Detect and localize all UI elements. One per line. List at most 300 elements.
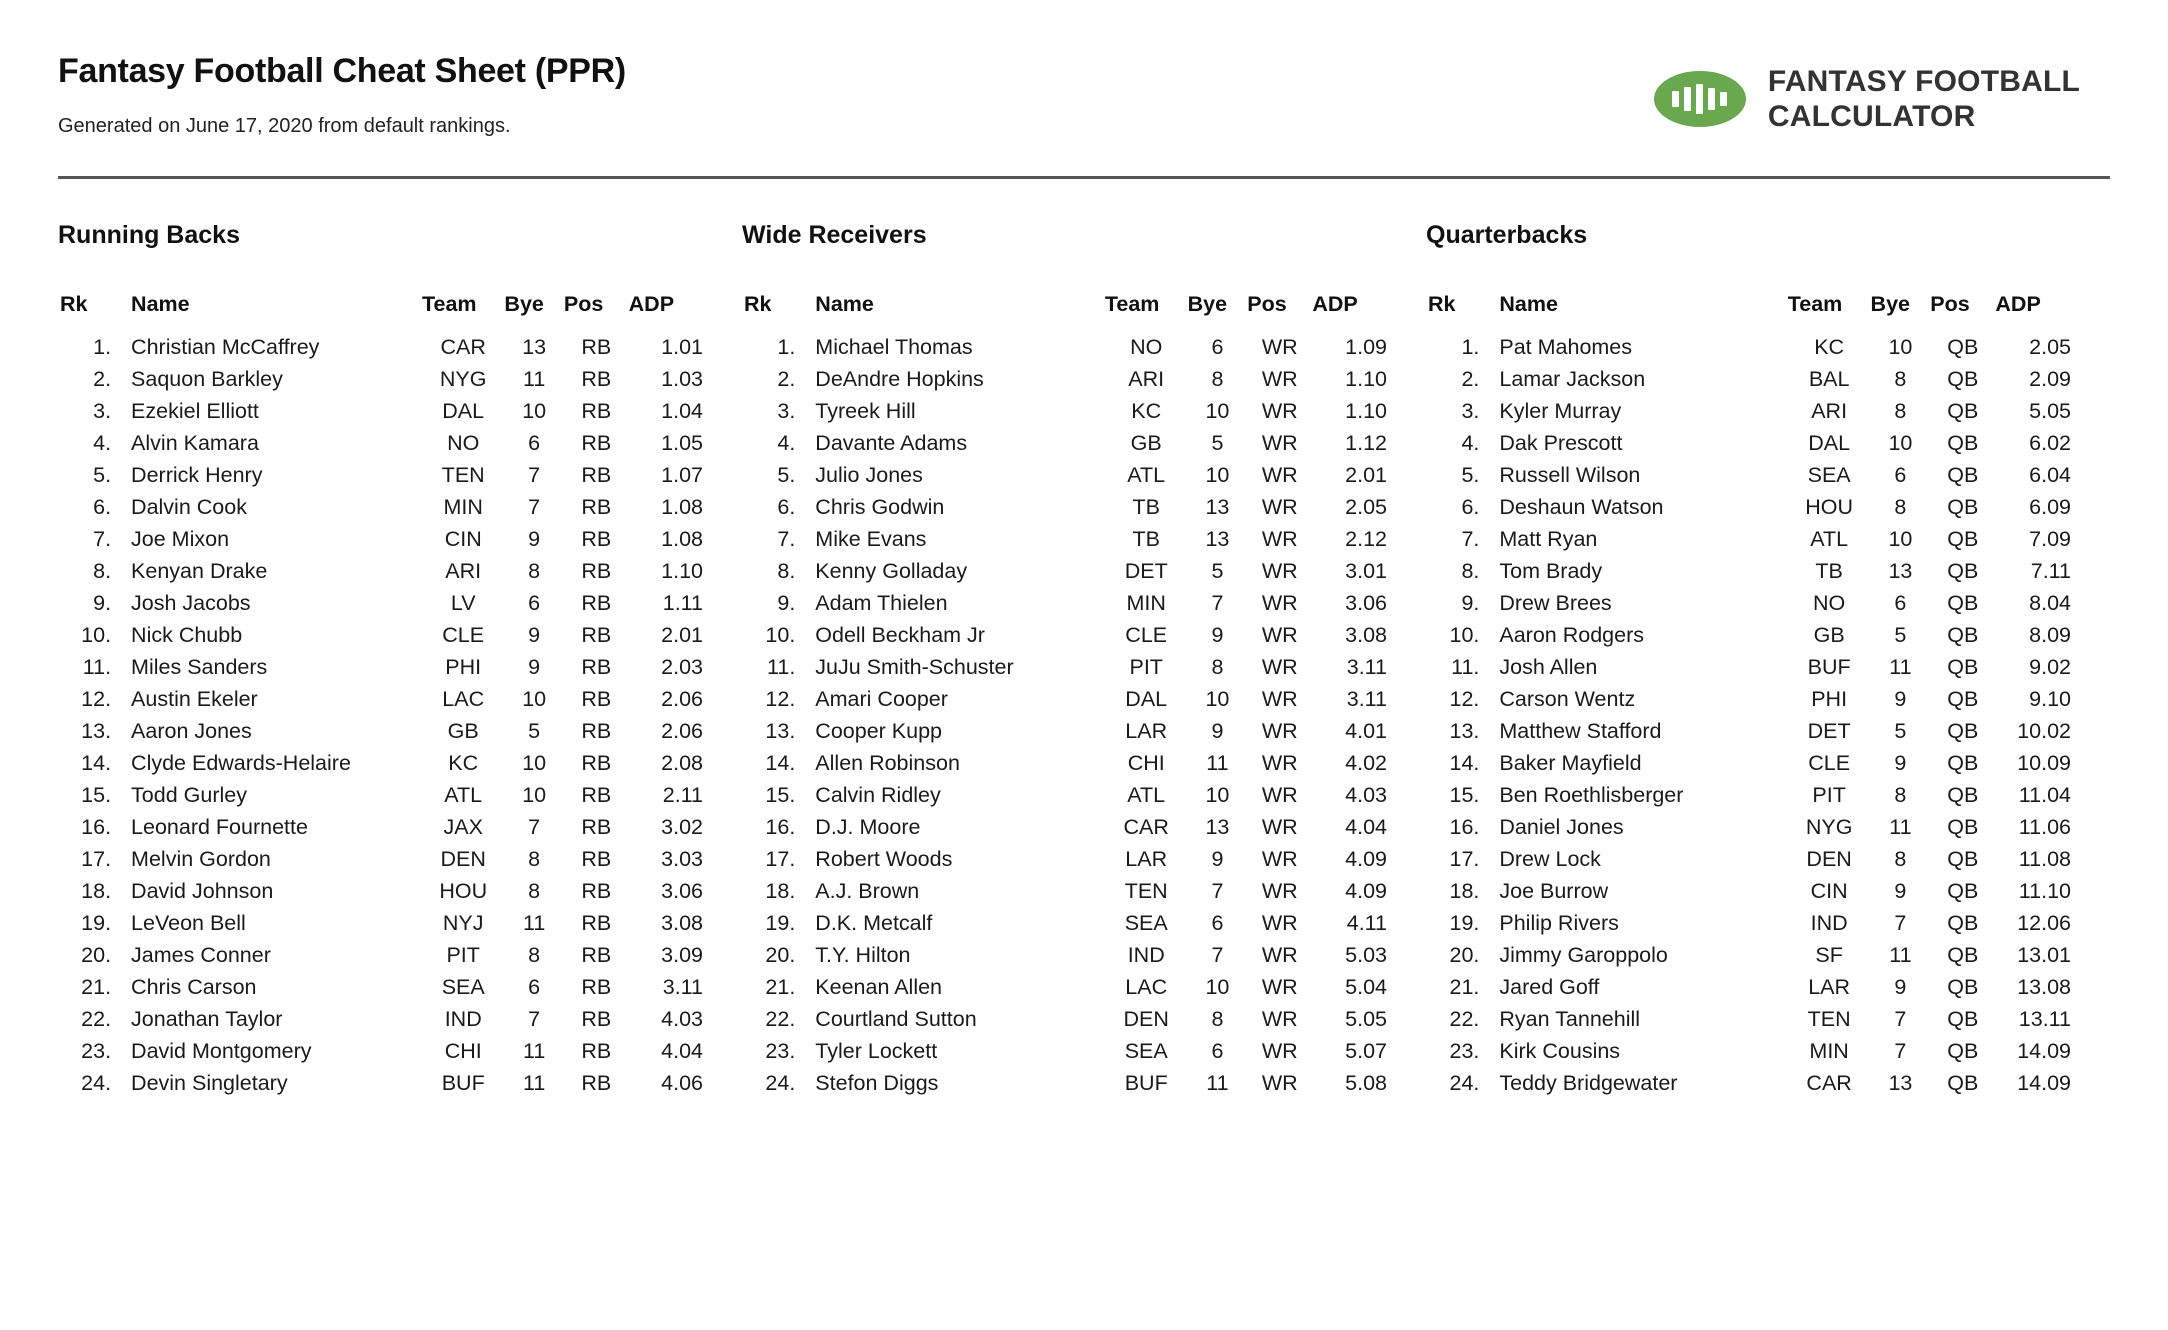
table-row [1426, 619, 2071, 651]
cell-adp: 12.06 [2017, 910, 2071, 935]
cell-rk: 12. [765, 686, 796, 711]
cell-team: LAR [1125, 846, 1168, 871]
cell-adp: 3.11 [662, 974, 703, 999]
cell-pos: RB [581, 910, 612, 935]
table-row [1426, 363, 2071, 395]
cell-bye: 13 [522, 334, 547, 359]
cell-team: JAX [443, 814, 483, 839]
cell-name: LeVeon Bell [131, 910, 246, 935]
cell-pos: WR [1261, 398, 1298, 423]
cell-bye: 9 [1894, 878, 1907, 903]
cell-pos: QB [1947, 558, 1979, 583]
cell-rk: 23. [765, 1038, 796, 1063]
cell-pos: WR [1261, 654, 1298, 679]
cell-rk: 7. [777, 526, 796, 551]
cell-bye: 10 [1888, 430, 1913, 455]
table-row [1426, 331, 2071, 363]
table-row [742, 459, 1387, 491]
cell-rk: 6. [777, 494, 796, 519]
table-row [58, 555, 703, 587]
cell-name: Stefon Diggs [815, 1070, 939, 1095]
table-row [1426, 1003, 2071, 1035]
cell-name: Odell Beckham Jr [815, 622, 985, 647]
cell-pos: RB [581, 750, 612, 775]
column-title-wide-receivers: Wide Receivers [742, 221, 927, 249]
table-row [58, 715, 703, 747]
cell-bye: 10 [1205, 782, 1230, 807]
cell-adp: 11.10 [2018, 878, 2071, 903]
cell-rk: 23. [1449, 1038, 1480, 1063]
cell-pos: QB [1947, 494, 1979, 519]
cell-pos: RB [581, 462, 612, 487]
cell-name: Matthew Stafford [1499, 718, 1662, 743]
cell-team: NO [1130, 334, 1163, 359]
cell-rk: 6. [1461, 494, 1480, 519]
cell-name: Drew Brees [1499, 590, 1612, 615]
cell-adp: 5.07 [1345, 1038, 1387, 1063]
cell-rk: 17. [1449, 846, 1480, 871]
cell-rk: 18. [81, 878, 112, 903]
cell-bye: 7 [528, 494, 541, 519]
table-row [742, 491, 1387, 523]
cell-team: PIT [1129, 654, 1163, 679]
cell-pos: QB [1947, 430, 1979, 455]
cell-bye: 9 [1894, 750, 1907, 775]
cell-name: Kirk Cousins [1499, 1038, 1621, 1063]
cell-adp: 3.06 [661, 878, 703, 903]
cell-rk: 21. [765, 974, 796, 999]
cell-pos: WR [1261, 846, 1298, 871]
cell-pos: RB [581, 814, 612, 839]
cell-adp: 1.10 [661, 558, 703, 583]
cell-bye: 11 [1889, 654, 1912, 679]
table-row [58, 523, 703, 555]
cell-adp: 2.06 [661, 686, 703, 711]
table-row [1426, 395, 2071, 427]
table-row [742, 779, 1387, 811]
cell-adp: 1.07 [661, 462, 703, 487]
table-row [1426, 523, 2071, 555]
cell-pos: WR [1261, 814, 1298, 839]
cell-bye: 11 [1206, 750, 1229, 775]
cell-adp: 5.08 [1345, 1070, 1387, 1095]
cell-adp: 13.11 [2018, 1006, 2071, 1031]
cell-pos: WR [1261, 974, 1298, 999]
table-row [1426, 779, 2071, 811]
table-row [58, 875, 703, 907]
cell-adp: 2.06 [661, 718, 703, 743]
cell-rk: 8. [777, 558, 796, 583]
table-row [58, 491, 703, 523]
cell-rk: 16. [765, 814, 796, 839]
table-row [58, 939, 703, 971]
cell-name: David Montgomery [131, 1038, 312, 1063]
cell-rk: 5. [1461, 462, 1480, 487]
cell-team: LAC [442, 686, 485, 711]
cell-pos: QB [1947, 398, 1979, 423]
cell-bye: 10 [1205, 686, 1230, 711]
cell-pos: QB [1947, 942, 1979, 967]
cell-bye: 13 [1888, 1070, 1913, 1095]
cell-team: LAR [1808, 974, 1851, 999]
cell-pos: RB [581, 782, 612, 807]
cell-bye: 11 [1889, 942, 1912, 967]
cell-team: ARI [1811, 398, 1848, 423]
cell-adp: 1.11 [662, 590, 703, 615]
cell-name: D.J. Moore [815, 814, 921, 839]
header-name: Name [1499, 292, 1558, 316]
table-row [742, 427, 1387, 459]
cell-adp: 4.04 [661, 1038, 703, 1063]
cell-team: NYG [439, 366, 487, 391]
table-row [58, 971, 703, 1003]
cell-adp: 4.02 [1345, 750, 1387, 775]
cell-team: NO [447, 430, 480, 455]
cell-adp: 6.02 [2029, 430, 2071, 455]
cell-rk: 3. [1461, 398, 1480, 423]
cell-rk: 4. [777, 430, 796, 455]
table-row [58, 1067, 703, 1099]
cell-bye: 6 [1894, 590, 1907, 615]
cell-rk: 13. [81, 718, 112, 743]
cell-name: Chris Godwin [815, 494, 945, 519]
cell-team: IND [1127, 942, 1165, 967]
table-body-wide-receivers [742, 331, 1387, 1099]
cell-name: Joe Burrow [1499, 878, 1609, 903]
cell-adp: 11.04 [2018, 782, 2071, 807]
header-team: Team [421, 292, 477, 316]
cell-rk: 7. [93, 526, 112, 551]
cell-rk: 9. [1461, 590, 1480, 615]
cell-name: Carson Wentz [1499, 686, 1636, 711]
cell-adp: 8.04 [2029, 590, 2071, 615]
page-header [58, 46, 2110, 138]
cell-team: LAC [1125, 974, 1168, 999]
cell-adp: 4.11 [1346, 910, 1387, 935]
cell-bye: 9 [1894, 686, 1907, 711]
cell-pos: RB [581, 430, 612, 455]
header-team: Team [1787, 292, 1843, 316]
cell-name: Adam Thielen [815, 590, 948, 615]
cell-name: Robert Woods [815, 846, 953, 871]
cell-rk: 15. [765, 782, 796, 807]
cell-pos: QB [1947, 878, 1979, 903]
cell-rk: 3. [777, 398, 796, 423]
cell-bye: 11 [522, 1070, 546, 1095]
cell-rk: 24. [81, 1070, 112, 1095]
cell-pos: WR [1261, 622, 1298, 647]
cell-adp: 9.02 [2029, 654, 2071, 679]
cell-rk: 15. [1449, 782, 1480, 807]
cell-adp: 2.01 [1345, 462, 1387, 487]
cell-team: DET [1807, 718, 1851, 743]
cell-rk: 2. [1461, 366, 1480, 391]
cell-name: Kenny Golladay [815, 558, 968, 583]
cell-name: Keenan Allen [815, 974, 943, 999]
cell-name: Josh Allen [1499, 654, 1598, 679]
cell-pos: RB [581, 686, 612, 711]
table-row [742, 843, 1387, 875]
cell-rk: 1. [777, 334, 796, 359]
cell-rk: 1. [93, 334, 112, 359]
table-row [742, 363, 1387, 395]
cell-bye: 8 [528, 846, 541, 871]
cell-bye: 7 [1894, 1038, 1907, 1063]
cell-adp: 1.08 [661, 494, 703, 519]
cell-pos: RB [581, 718, 612, 743]
cell-rk: 4. [1461, 430, 1480, 455]
column-title-quarterbacks: Quarterbacks [1426, 221, 1588, 249]
cell-bye: 10 [1205, 398, 1230, 423]
cell-team: CIN [444, 526, 482, 551]
cell-pos: RB [581, 942, 612, 967]
cell-team: CAR [440, 334, 486, 359]
cell-name: Alvin Kamara [131, 430, 259, 455]
brand-logo [1654, 46, 2110, 135]
cell-name: Clyde Edwards-Helaire [131, 750, 351, 775]
cell-adp: 9.10 [2029, 686, 2071, 711]
cell-pos: WR [1261, 366, 1298, 391]
cell-team: ARI [445, 558, 482, 583]
table-row [1426, 587, 2071, 619]
cell-team: LAR [1125, 718, 1168, 743]
rankings-table-running-backs [58, 292, 703, 1099]
cell-adp: 4.03 [661, 1006, 703, 1031]
column-title-running-backs: Running Backs [58, 221, 240, 249]
cell-adp: 6.04 [2029, 462, 2071, 487]
cell-adp: 1.05 [661, 430, 703, 455]
table-row [742, 1035, 1387, 1067]
cell-team: HOU [1805, 494, 1854, 519]
table-row [742, 523, 1387, 555]
table-row [58, 619, 703, 651]
cell-team: TB [1132, 526, 1160, 551]
cell-bye: 5 [1211, 558, 1224, 583]
cell-adp: 1.08 [661, 526, 703, 551]
cell-adp: 8.09 [2029, 622, 2071, 647]
cell-team: TB [1132, 494, 1160, 519]
cell-name: Daniel Jones [1499, 814, 1624, 839]
table-row [742, 395, 1387, 427]
cell-adp: 1.01 [661, 334, 703, 359]
table-row [742, 907, 1387, 939]
cell-rk: 20. [765, 942, 796, 967]
table-row [1426, 843, 2071, 875]
cell-team: TEN [441, 462, 485, 487]
table-row [58, 811, 703, 843]
cell-rk: 1. [1461, 334, 1480, 359]
table-row [1426, 907, 2071, 939]
cell-adp: 1.12 [1345, 430, 1387, 455]
cell-rk: 24. [1449, 1070, 1480, 1095]
cell-adp: 5.04 [1345, 974, 1387, 999]
cell-name: Tom Brady [1499, 558, 1603, 583]
cell-pos: QB [1947, 1006, 1979, 1031]
cell-rk: 19. [81, 910, 112, 935]
table-row [58, 1003, 703, 1035]
header-rk: Rk [744, 292, 772, 316]
cell-team: GB [447, 718, 479, 743]
cell-rk: 10. [765, 622, 796, 647]
cell-team: TEN [1807, 1006, 1851, 1031]
cell-adp: 14.09 [2017, 1070, 2071, 1095]
header-text-block [58, 46, 626, 138]
cell-team: PHI [445, 654, 482, 679]
header-name: Name [131, 292, 190, 316]
cell-rk: 21. [1449, 974, 1480, 999]
cell-bye: 9 [528, 654, 541, 679]
table-row [742, 939, 1387, 971]
cell-adp: 2.05 [1345, 494, 1387, 519]
cell-pos: QB [1947, 622, 1979, 647]
cell-pos: QB [1947, 654, 1979, 679]
cell-adp: 2.12 [1345, 526, 1387, 551]
cell-team: BUF [1807, 654, 1851, 679]
cell-team: PIT [1812, 782, 1846, 807]
cell-pos: RB [581, 1006, 612, 1031]
cell-name: Derrick Henry [131, 462, 263, 487]
cell-pos: RB [581, 622, 612, 647]
cell-adp: 3.11 [1346, 654, 1387, 679]
cell-name: Josh Jacobs [131, 590, 251, 615]
cell-team: CLE [442, 622, 485, 647]
cell-name: Drew Lock [1499, 846, 1601, 871]
cell-bye: 7 [528, 1006, 541, 1031]
cell-rk: 7. [1461, 526, 1480, 551]
cell-name: Kyler Murray [1499, 398, 1622, 423]
cell-rk: 2. [777, 366, 796, 391]
cell-bye: 9 [1211, 622, 1224, 647]
cell-rk: 15. [81, 782, 112, 807]
cell-rk: 10. [1449, 622, 1480, 647]
cell-rk: 17. [765, 846, 796, 871]
table-row [58, 747, 703, 779]
cell-name: Aaron Jones [131, 718, 252, 743]
cell-bye: 11 [1889, 814, 1912, 839]
cell-team: MIN [1126, 590, 1166, 615]
cell-pos: QB [1947, 1070, 1979, 1095]
cell-pos: WR [1261, 590, 1298, 615]
cell-pos: QB [1947, 590, 1979, 615]
cell-pos: QB [1947, 782, 1979, 807]
cell-rk: 9. [777, 590, 796, 615]
cell-pos: WR [1261, 558, 1298, 583]
cell-rk: 11. [1451, 654, 1480, 679]
cell-name: DeAndre Hopkins [815, 366, 984, 391]
cell-name: Teddy Bridgewater [1499, 1070, 1678, 1095]
cell-pos: WR [1261, 526, 1298, 551]
brand-line-1: FANTASY FOOTBALL [1767, 65, 2080, 98]
cell-bye: 7 [1211, 878, 1224, 903]
cell-bye: 9 [1894, 974, 1907, 999]
cell-pos: RB [581, 398, 612, 423]
cell-pos: RB [581, 1070, 612, 1095]
table-row [1426, 459, 2071, 491]
cell-name: Dak Prescott [1499, 430, 1623, 455]
table-row [1426, 971, 2071, 1003]
cell-rk: 8. [93, 558, 112, 583]
cell-pos: QB [1947, 462, 1979, 487]
cell-name: Saquon Barkley [131, 366, 283, 391]
header-pos: Pos [1930, 292, 1970, 316]
cell-bye: 6 [1211, 1038, 1224, 1063]
cell-adp: 2.11 [662, 782, 703, 807]
cell-team: DEN [1123, 1006, 1169, 1031]
cell-name: T.Y. Hilton [815, 942, 911, 967]
cell-bye: 11 [522, 1038, 546, 1063]
table-row [1426, 1035, 2071, 1067]
cell-pos: WR [1261, 750, 1298, 775]
cell-name: Miles Sanders [131, 654, 268, 679]
cell-name: Courtland Sutton [815, 1006, 977, 1031]
cell-adp: 10.09 [2017, 750, 2071, 775]
table-row [1426, 555, 2071, 587]
cell-bye: 8 [1894, 782, 1907, 807]
cell-team: NYG [1805, 814, 1853, 839]
cell-name: Baker Mayfield [1499, 750, 1642, 775]
cell-name: Christian McCaffrey [131, 334, 320, 359]
cell-bye: 5 [1894, 718, 1907, 743]
cell-name: Deshaun Watson [1499, 494, 1664, 519]
cell-adp: 1.03 [661, 366, 703, 391]
cell-bye: 8 [1211, 366, 1224, 391]
cell-pos: WR [1261, 430, 1298, 455]
table-row [742, 555, 1387, 587]
cell-bye: 10 [522, 398, 547, 423]
cell-bye: 10 [522, 782, 547, 807]
cell-adp: 3.03 [661, 846, 703, 871]
cell-team: KC [448, 750, 479, 775]
cell-team: MIN [1809, 1038, 1849, 1063]
cell-pos: QB [1947, 366, 1979, 391]
cell-pos: RB [581, 526, 612, 551]
cell-bye: 9 [1211, 718, 1224, 743]
cell-adp: 3.11 [1346, 686, 1387, 711]
cell-adp: 1.10 [1345, 398, 1387, 423]
header-pos: Pos [1247, 292, 1287, 316]
cell-name: David Johnson [131, 878, 274, 903]
cell-team: DEN [1806, 846, 1852, 871]
football-icon [1654, 71, 1746, 127]
cell-name: Leonard Fournette [131, 814, 308, 839]
cell-adp: 5.05 [1345, 1006, 1387, 1031]
table-body-quarterbacks [1426, 331, 2071, 1099]
cell-name: Jimmy Garoppolo [1499, 942, 1668, 967]
cell-adp: 2.08 [661, 750, 703, 775]
cell-bye: 9 [1211, 846, 1224, 871]
cell-bye: 7 [528, 814, 541, 839]
cell-team: CLE [1808, 750, 1851, 775]
cell-pos: RB [581, 494, 612, 519]
cell-rk: 12. [1449, 686, 1480, 711]
cell-team: ATL [1810, 526, 1849, 551]
cell-bye: 8 [1894, 494, 1907, 519]
column-quarterbacks [1426, 221, 2110, 1099]
cell-team: DAL [1125, 686, 1168, 711]
cell-bye: 7 [1894, 910, 1907, 935]
cell-bye: 5 [528, 718, 541, 743]
cell-adp: 3.02 [661, 814, 703, 839]
cell-name: Jonathan Taylor [131, 1006, 283, 1031]
cell-team: SEA [441, 974, 485, 999]
cell-name: Julio Jones [815, 462, 923, 487]
header-rk: Rk [60, 292, 88, 316]
cell-bye: 10 [1888, 334, 1913, 359]
cell-pos: RB [581, 558, 612, 583]
cell-adp: 7.11 [2030, 558, 2071, 583]
cell-bye: 8 [1894, 398, 1907, 423]
cell-bye: 6 [1211, 910, 1224, 935]
